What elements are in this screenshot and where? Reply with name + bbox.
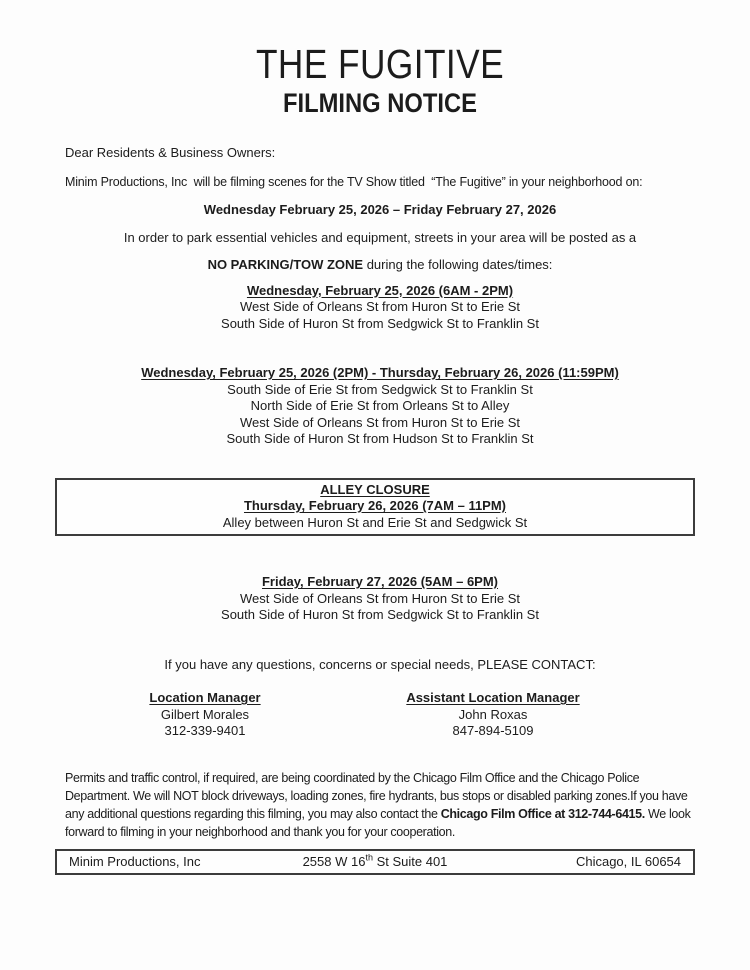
no-parking-line [65,257,695,274]
schedule-block-wed-thu [65,365,695,448]
street-line: South Side of Huron St from Sedgwick St to Franklin St [221,315,539,331]
contact-phone: 847-894-5109 [452,723,534,738]
date-range: Wednesday February 25, 2026 – Friday February 27, 2026 [203,202,557,217]
contact-column-location-manager [65,690,345,740]
permits-text-1: Permits and traffic control, if required, are being coordinated by the Chicago Film Office and the Chicago Police Department. We will NOT block driveways, loading zones, fire hydrants, bus stops or disabled parking zones.If you have any additional questions regarding this filming, you may also contact the [65,770,688,821]
footer-address-street: St Suite 401 [372,853,448,869]
street-line: West Side of Orleans St from Huron St to Erie St [239,590,521,606]
schedule-heading: Friday, February 27, 2026 (5AM – 6PM) [261,574,499,589]
street-line: West Side of Orleans St from Huron St to Erie St [239,414,521,430]
no-parking-zone-label: NO PARKING/TOW ZONE [207,257,364,272]
footer-address-number: 2558 W 16 [302,853,366,869]
schedule-heading: Wednesday, February 25, 2026 (2PM) - Thursday, February 26, 2026 (11:59PM) [141,365,619,380]
footer-address-ordinal: th [365,852,373,863]
contact-phone: 312-339-9401 [164,723,246,738]
permits-paragraph [65,769,707,841]
footer-company: Minim Productions, Inc [69,853,201,869]
alley-closure-title: ALLEY CLOSURE [320,481,430,497]
page-subtitle: FILMING NOTICE [282,88,478,118]
footer-address [261,854,489,871]
contact-role: Assistant Location Manager [406,690,580,705]
street-line: South Side of Erie St from Sedgwick St to Franklin St [227,381,533,397]
alley-closure-box [55,478,695,537]
contact-intro: If you have any questions, concerns or special needs, PLEASE CONTACT: [164,656,596,672]
permits-bold-contact: Chicago Film Office at 312-744-6415. [440,806,645,821]
parking-intro: In order to park essential vehicles and equipment, streets in your area will be posted as a [123,229,637,245]
street-line: North Side of Erie St from Orleans St to Alley [250,398,510,413]
alley-closure-detail: Alley between Huron St and Erie St and Sedgwick St [222,514,528,530]
salutation: Dear Residents & Business Owners: [65,145,276,160]
contact-role: Location Manager [149,690,261,705]
street-line: South Side of Huron St from Sedgwick St to Franklin St [221,607,539,622]
contact-name: John Roxas [458,706,528,722]
permits-text-2: We look forward to filming in your neighborhood and thank you for your cooperation. [65,806,691,839]
schedule-block-friday [65,574,695,624]
alley-closure-date: Thursday, February 26, 2026 (7AM – 11PM) [243,498,507,513]
intro-line: Minim Productions, Inc will be filming scenes for the TV Show titled “The Fugitive” in your neighborhood on: [65,174,643,189]
street-line: South Side of Huron St from Hudson St to Franklin St [226,431,534,446]
no-parking-rest: during the following dates/times: [363,257,553,272]
contacts-row [65,690,695,740]
footer-city: Chicago, IL 60654 [575,853,682,869]
schedule-block-wed-morning [65,283,695,333]
schedule-heading: Wednesday, February 25, 2026 (6AM - 2PM) [246,282,514,298]
contact-name: Gilbert Morales [160,706,250,722]
street-line: West Side of Orleans St from Huron St to Erie St [239,299,521,314]
page-title: THE FUGITIVE [255,41,505,87]
contact-column-assistant-location-manager [353,690,633,740]
footer-bar [55,849,695,876]
